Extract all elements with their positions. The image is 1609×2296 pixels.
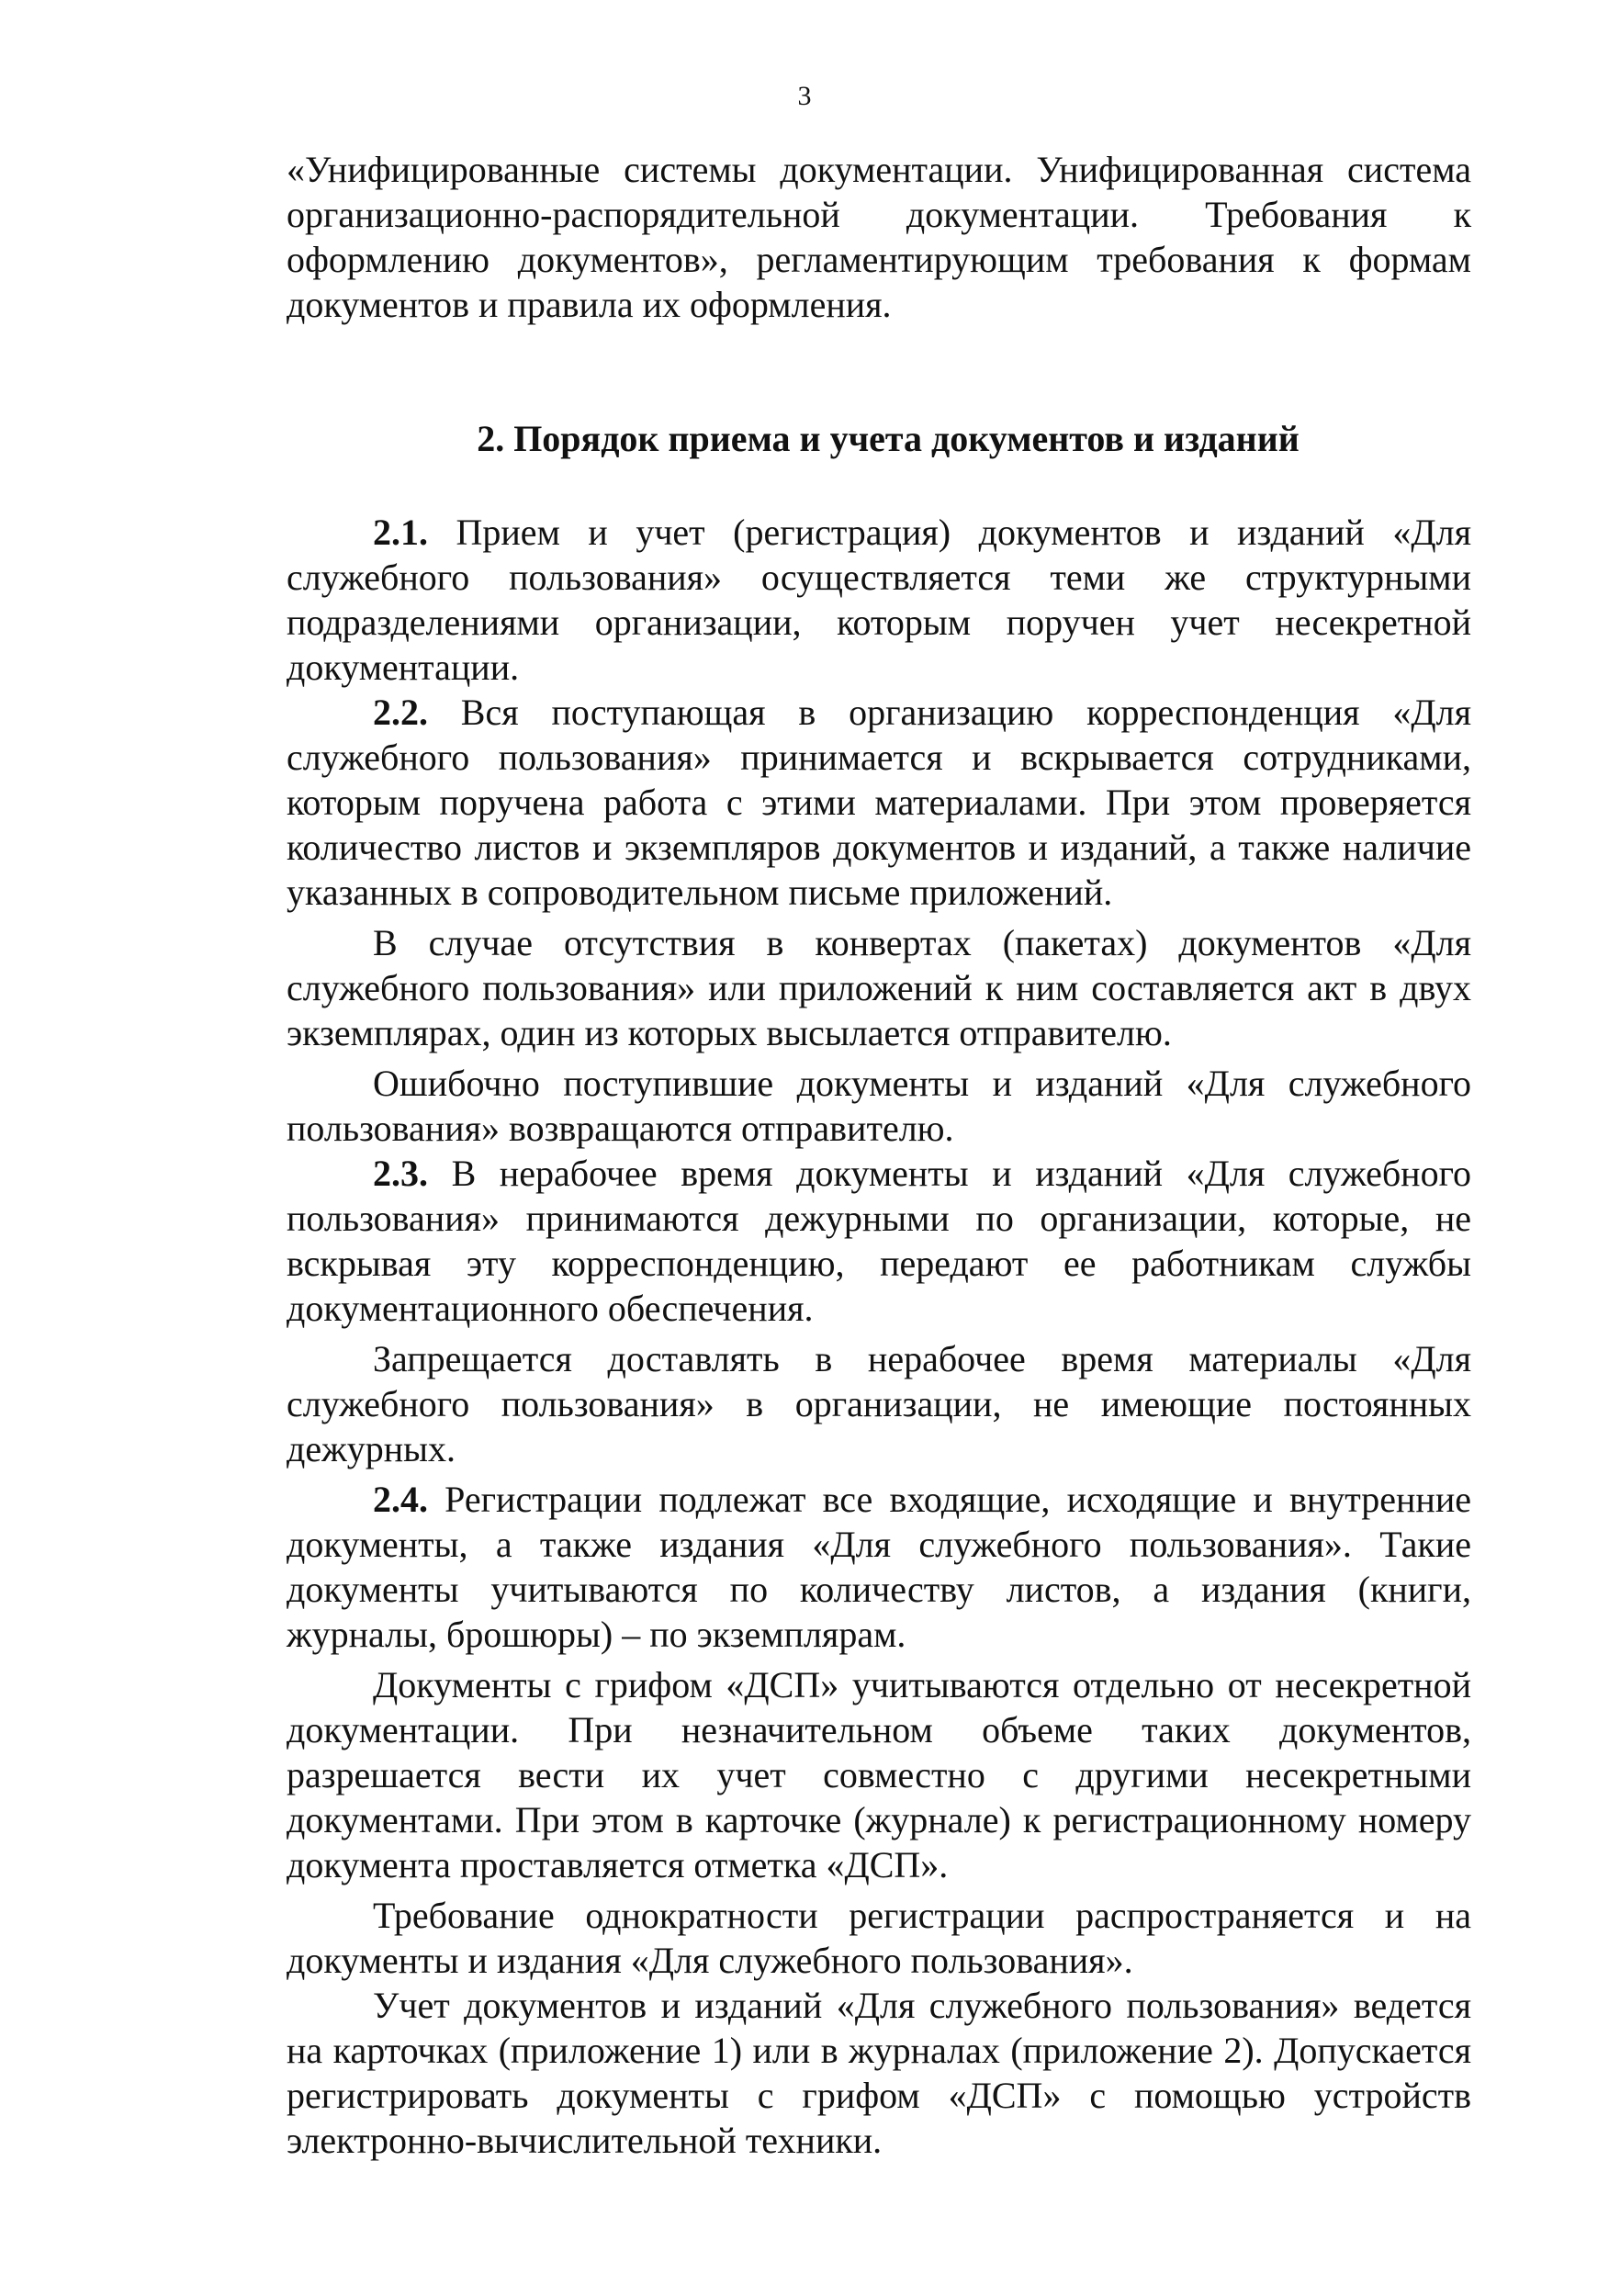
paragraph-text: Прием и учет (регистрация) документов и изданий «Для служебного пользования» осуществляется теми же структурными подразделениями организации, которым поручен учет несекретной документации. <box>287 512 1471 688</box>
paragraph-2-4 <box>287 1477 1471 1657</box>
paragraph-text: В случае отсутствия в конвертах (пакетах) документов «Для служебного пользования» или приложений к ним составляется акт в двух экземплярах, один из которых высылается отправителю. <box>287 922 1471 1053</box>
document-body <box>287 147 1471 2163</box>
paragraph-envelopes <box>287 920 1471 1055</box>
paragraph-text: Запрещается доставлять в нерабочее время материалы «Для служебного пользования» в организации, не имеющие постоянных дежурных. <box>287 1338 1471 1469</box>
paragraph-2-2 <box>287 690 1471 915</box>
intro-paragraph: «Унифицированные системы документации. Унифицированная система организационно-распорядительной документации. Требования к оформлению документов», регламентирующим требования к формам документов и правила их оформления. <box>287 149 1471 325</box>
clause-number: 2.4. <box>373 1479 428 1520</box>
paragraph-mistaken <box>287 1061 1471 1151</box>
paragraph-text: Вся поступающая в организацию корреспонденция «Для служебного пользования» принимается и вскрывается сотрудниками, которым поручена работа с этими материалами. При этом проверяется количество листов и экземпляров документов и изданий, а также наличие указанных в сопроводительном письме приложений. <box>287 692 1471 913</box>
paragraph-2-3 <box>287 1151 1471 1331</box>
paragraph-text: В нерабочее время документы и изданий «Для служебного пользования» принимаются дежурными по организации, которые, не вскрывая эту корреспонденцию, передают ее работникам службы документационного обеспечения. <box>287 1153 1471 1329</box>
page-number: 3 <box>797 81 812 111</box>
paragraph-2-1 <box>287 510 1471 690</box>
clause-number: 2.2. <box>373 692 428 733</box>
paragraph-prohibited <box>287 1336 1471 1471</box>
clause-number: 2.1. <box>373 512 428 553</box>
paragraph-dsp-stamp <box>287 1662 1471 1887</box>
paragraph-text: Требование однократности регистрации распространяется и на документы и издания «Для служебного пользования». <box>287 1895 1471 1981</box>
paragraph-text: Учет документов и изданий «Для служебного пользования» ведется на карточках (приложение 1) или в журналах (приложение 2). Допускается регистрировать документы с грифом «ДСП» с помощью устройств электронно-вычислительной техники. <box>287 1985 1471 2161</box>
paragraph-single-registration <box>287 1893 1471 1983</box>
paragraph-text: Регистрации подлежат все входящие, исходящие и внутренние документы, а также издания «Для служебного пользования». Такие документы учитываются по количеству листов, а издания (книги, журналы, брошюры) – по экземплярам. <box>287 1479 1471 1655</box>
clause-number: 2.3. <box>373 1153 428 1194</box>
paragraph-text: Документы с грифом «ДСП» учитываются отдельно от несекретной документации. При незначительном объеме таких документов, разрешается вести их учет совместно с другими несекретными документами. При этом в карточке (журнале) к регистрационному номеру документа проставляется отметка «ДСП». <box>287 1664 1471 1885</box>
paragraph-text: Ошибочно поступившие документы и изданий «Для служебного пользования» возвращаются отправителю. <box>287 1063 1471 1149</box>
section-heading: 2. Порядок приема и учета документов и изданий <box>477 418 1300 459</box>
paragraph-accounting <box>287 1983 1471 2163</box>
